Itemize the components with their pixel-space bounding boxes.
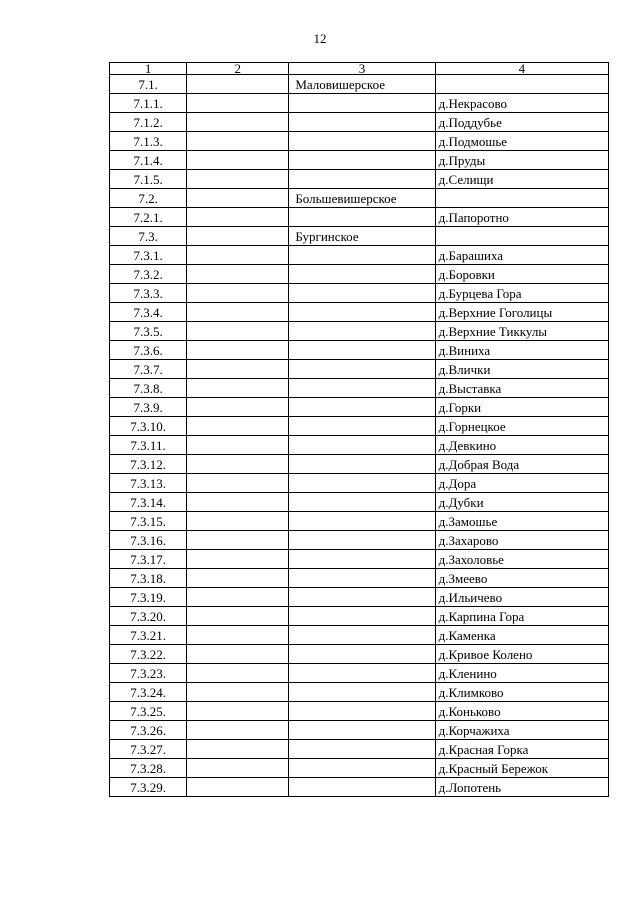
row-number-cell: 7.3.7. [110, 360, 187, 379]
table-row [110, 170, 609, 189]
settlement-cell: д.Девкино [435, 436, 608, 455]
table-row [110, 113, 609, 132]
table-row [110, 512, 609, 531]
municipality-cell [289, 208, 435, 227]
settlement-cell: д.Красная Горка [435, 740, 608, 759]
table-row [110, 683, 609, 702]
row-number-cell: 7.2. [110, 189, 187, 208]
municipality-cell [289, 113, 435, 132]
row-number-cell: 7.3.26. [110, 721, 187, 740]
row-number-cell: 7.3.8. [110, 379, 187, 398]
row-number-cell: 7.3.23. [110, 664, 187, 683]
settlement-cell: д.Климково [435, 683, 608, 702]
table-row [110, 455, 609, 474]
column-2-cell [187, 265, 289, 284]
settlement-cell [435, 227, 608, 246]
column-2-cell [187, 151, 289, 170]
table-row [110, 759, 609, 778]
column-2-cell [187, 246, 289, 265]
row-number-cell: 7.3.3. [110, 284, 187, 303]
table-row [110, 132, 609, 151]
municipality-cell [289, 151, 435, 170]
municipality-cell [289, 455, 435, 474]
settlements-table [109, 62, 609, 797]
table-row [110, 151, 609, 170]
table-row [110, 531, 609, 550]
column-2-cell [187, 721, 289, 740]
municipality-cell [289, 474, 435, 493]
row-number-cell: 7.3.6. [110, 341, 187, 360]
table-row [110, 265, 609, 284]
table-row [110, 740, 609, 759]
settlement-cell: д.Горки [435, 398, 608, 417]
settlement-cell: д.Верхние Тиккулы [435, 322, 608, 341]
settlement-cell: д.Красный Бережок [435, 759, 608, 778]
municipality-cell [289, 531, 435, 550]
table-row [110, 303, 609, 322]
row-number-cell: 7.2.1. [110, 208, 187, 227]
column-2-cell [187, 303, 289, 322]
settlement-cell: д.Влички [435, 360, 608, 379]
table-row [110, 284, 609, 303]
row-number-cell: 7.3.4. [110, 303, 187, 322]
settlement-cell: д.Боровки [435, 265, 608, 284]
municipality-cell [289, 379, 435, 398]
municipality-cell [289, 341, 435, 360]
settlement-cell: д.Каменка [435, 626, 608, 645]
settlement-cell: д.Поддубье [435, 113, 608, 132]
settlement-cell: д.Подмошье [435, 132, 608, 151]
table-row [110, 607, 609, 626]
table-header-row [110, 63, 609, 75]
table-row [110, 550, 609, 569]
column-2-cell [187, 645, 289, 664]
settlement-cell: д.Некрасово [435, 94, 608, 113]
column-2-cell [187, 474, 289, 493]
column-2-cell [187, 132, 289, 151]
settlement-cell: д.Добрая Вода [435, 455, 608, 474]
row-number-cell: 7.3.13. [110, 474, 187, 493]
row-number-cell: 7.3.25. [110, 702, 187, 721]
row-number-cell: 7.3. [110, 227, 187, 246]
settlement-cell: д.Захоловье [435, 550, 608, 569]
row-number-cell: 7.3.21. [110, 626, 187, 645]
municipality-cell [289, 493, 435, 512]
table-row [110, 75, 609, 94]
settlement-cell: д.Дубки [435, 493, 608, 512]
column-2-cell [187, 170, 289, 189]
column-2-cell [187, 550, 289, 569]
settlement-cell: д.Карпина Гора [435, 607, 608, 626]
settlement-cell: д.Ильичево [435, 588, 608, 607]
column-2-cell [187, 227, 289, 246]
table-row [110, 645, 609, 664]
table-row [110, 778, 609, 797]
column-2-cell [187, 607, 289, 626]
table-row [110, 246, 609, 265]
header-cell-1: 1 [110, 63, 187, 75]
column-2-cell [187, 398, 289, 417]
column-2-cell [187, 759, 289, 778]
column-2-cell [187, 493, 289, 512]
row-number-cell: 7.3.29. [110, 778, 187, 797]
settlement-cell: д.Дора [435, 474, 608, 493]
row-number-cell: 7.1. [110, 75, 187, 94]
settlement-cell [435, 189, 608, 208]
municipality-cell [289, 170, 435, 189]
column-2-cell [187, 740, 289, 759]
table-row [110, 379, 609, 398]
settlement-cell: д.Выставка [435, 379, 608, 398]
table-row [110, 94, 609, 113]
municipality-cell [289, 626, 435, 645]
settlement-cell: д.Бурцева Гора [435, 284, 608, 303]
row-number-cell: 7.3.28. [110, 759, 187, 778]
settlement-cell: д.Селищи [435, 170, 608, 189]
settlement-cell [435, 75, 608, 94]
municipality-cell [289, 132, 435, 151]
municipality-cell [289, 94, 435, 113]
municipality-cell: Бургинское [289, 227, 435, 246]
column-2-cell [187, 113, 289, 132]
settlement-cell: д.Горнецкое [435, 417, 608, 436]
table-row [110, 721, 609, 740]
row-number-cell: 7.3.27. [110, 740, 187, 759]
municipality-cell: Большевишерское [289, 189, 435, 208]
row-number-cell: 7.3.14. [110, 493, 187, 512]
table-row [110, 493, 609, 512]
column-2-cell [187, 189, 289, 208]
municipality-cell [289, 721, 435, 740]
settlement-cell: д.Кленино [435, 664, 608, 683]
column-2-cell [187, 341, 289, 360]
row-number-cell: 7.3.24. [110, 683, 187, 702]
column-2-cell [187, 569, 289, 588]
header-cell-3: 3 [289, 63, 435, 75]
column-2-cell [187, 512, 289, 531]
column-2-cell [187, 683, 289, 702]
settlement-cell: д.Замошье [435, 512, 608, 531]
settlement-cell: д.Лопотень [435, 778, 608, 797]
column-2-cell [187, 455, 289, 474]
settlement-cell: д.Змеево [435, 569, 608, 588]
settlement-cell: д.Кривое Колено [435, 645, 608, 664]
column-2-cell [187, 75, 289, 94]
municipality-cell [289, 778, 435, 797]
row-number-cell: 7.1.1. [110, 94, 187, 113]
municipality-cell [289, 550, 435, 569]
settlement-cell: д.Барашиха [435, 246, 608, 265]
settlement-cell: д.Верхние Гоголицы [435, 303, 608, 322]
table-row [110, 569, 609, 588]
row-number-cell: 7.1.4. [110, 151, 187, 170]
column-2-cell [187, 531, 289, 550]
column-2-cell [187, 322, 289, 341]
row-number-cell: 7.1.5. [110, 170, 187, 189]
table-body [110, 63, 609, 797]
table-row [110, 664, 609, 683]
table-row [110, 360, 609, 379]
column-2-cell [187, 702, 289, 721]
settlement-cell: д.Пруды [435, 151, 608, 170]
municipality-cell [289, 664, 435, 683]
column-2-cell [187, 284, 289, 303]
column-2-cell [187, 436, 289, 455]
column-2-cell [187, 778, 289, 797]
municipality-cell [289, 436, 435, 455]
municipality-cell: Маловишерское [289, 75, 435, 94]
table-row [110, 227, 609, 246]
municipality-cell [289, 740, 435, 759]
municipality-cell [289, 322, 435, 341]
row-number-cell: 7.1.2. [110, 113, 187, 132]
municipality-cell [289, 645, 435, 664]
municipality-cell [289, 607, 435, 626]
settlement-cell: д.Папоротно [435, 208, 608, 227]
municipality-cell [289, 265, 435, 284]
column-2-cell [187, 664, 289, 683]
row-number-cell: 7.3.19. [110, 588, 187, 607]
column-2-cell [187, 417, 289, 436]
municipality-cell [289, 284, 435, 303]
row-number-cell: 7.3.1. [110, 246, 187, 265]
column-2-cell [187, 94, 289, 113]
row-number-cell: 7.3.2. [110, 265, 187, 284]
row-number-cell: 7.3.5. [110, 322, 187, 341]
table-row [110, 398, 609, 417]
row-number-cell: 7.3.18. [110, 569, 187, 588]
column-2-cell [187, 626, 289, 645]
row-number-cell: 7.3.11. [110, 436, 187, 455]
column-2-cell [187, 588, 289, 607]
municipality-cell [289, 303, 435, 322]
row-number-cell: 7.3.17. [110, 550, 187, 569]
row-number-cell: 7.3.20. [110, 607, 187, 626]
row-number-cell: 7.3.22. [110, 645, 187, 664]
table-row [110, 626, 609, 645]
settlement-cell: д.Захарово [435, 531, 608, 550]
table-row [110, 341, 609, 360]
table-row [110, 322, 609, 341]
row-number-cell: 7.3.9. [110, 398, 187, 417]
table-row [110, 474, 609, 493]
column-2-cell [187, 379, 289, 398]
municipality-cell [289, 512, 435, 531]
municipality-cell [289, 398, 435, 417]
page-number: 12 [313, 31, 327, 46]
municipality-cell [289, 759, 435, 778]
row-number-cell: 7.1.3. [110, 132, 187, 151]
settlement-cell: д.Коньково [435, 702, 608, 721]
municipality-cell [289, 588, 435, 607]
row-number-cell: 7.3.12. [110, 455, 187, 474]
table-row [110, 588, 609, 607]
row-number-cell: 7.3.15. [110, 512, 187, 531]
municipality-cell [289, 683, 435, 702]
row-number-cell: 7.3.10. [110, 417, 187, 436]
settlement-cell: д.Виниха [435, 341, 608, 360]
municipality-cell [289, 569, 435, 588]
row-number-cell: 7.3.16. [110, 531, 187, 550]
municipality-cell [289, 360, 435, 379]
municipality-cell [289, 246, 435, 265]
settlement-cell: д.Корчажиха [435, 721, 608, 740]
table-row [110, 702, 609, 721]
table-row [110, 208, 609, 227]
table-row [110, 189, 609, 208]
table-row [110, 436, 609, 455]
column-2-cell [187, 208, 289, 227]
municipality-cell [289, 417, 435, 436]
table-row [110, 417, 609, 436]
header-cell-4: 4 [435, 63, 608, 75]
header-cell-2: 2 [187, 63, 289, 75]
municipality-cell [289, 702, 435, 721]
column-2-cell [187, 360, 289, 379]
